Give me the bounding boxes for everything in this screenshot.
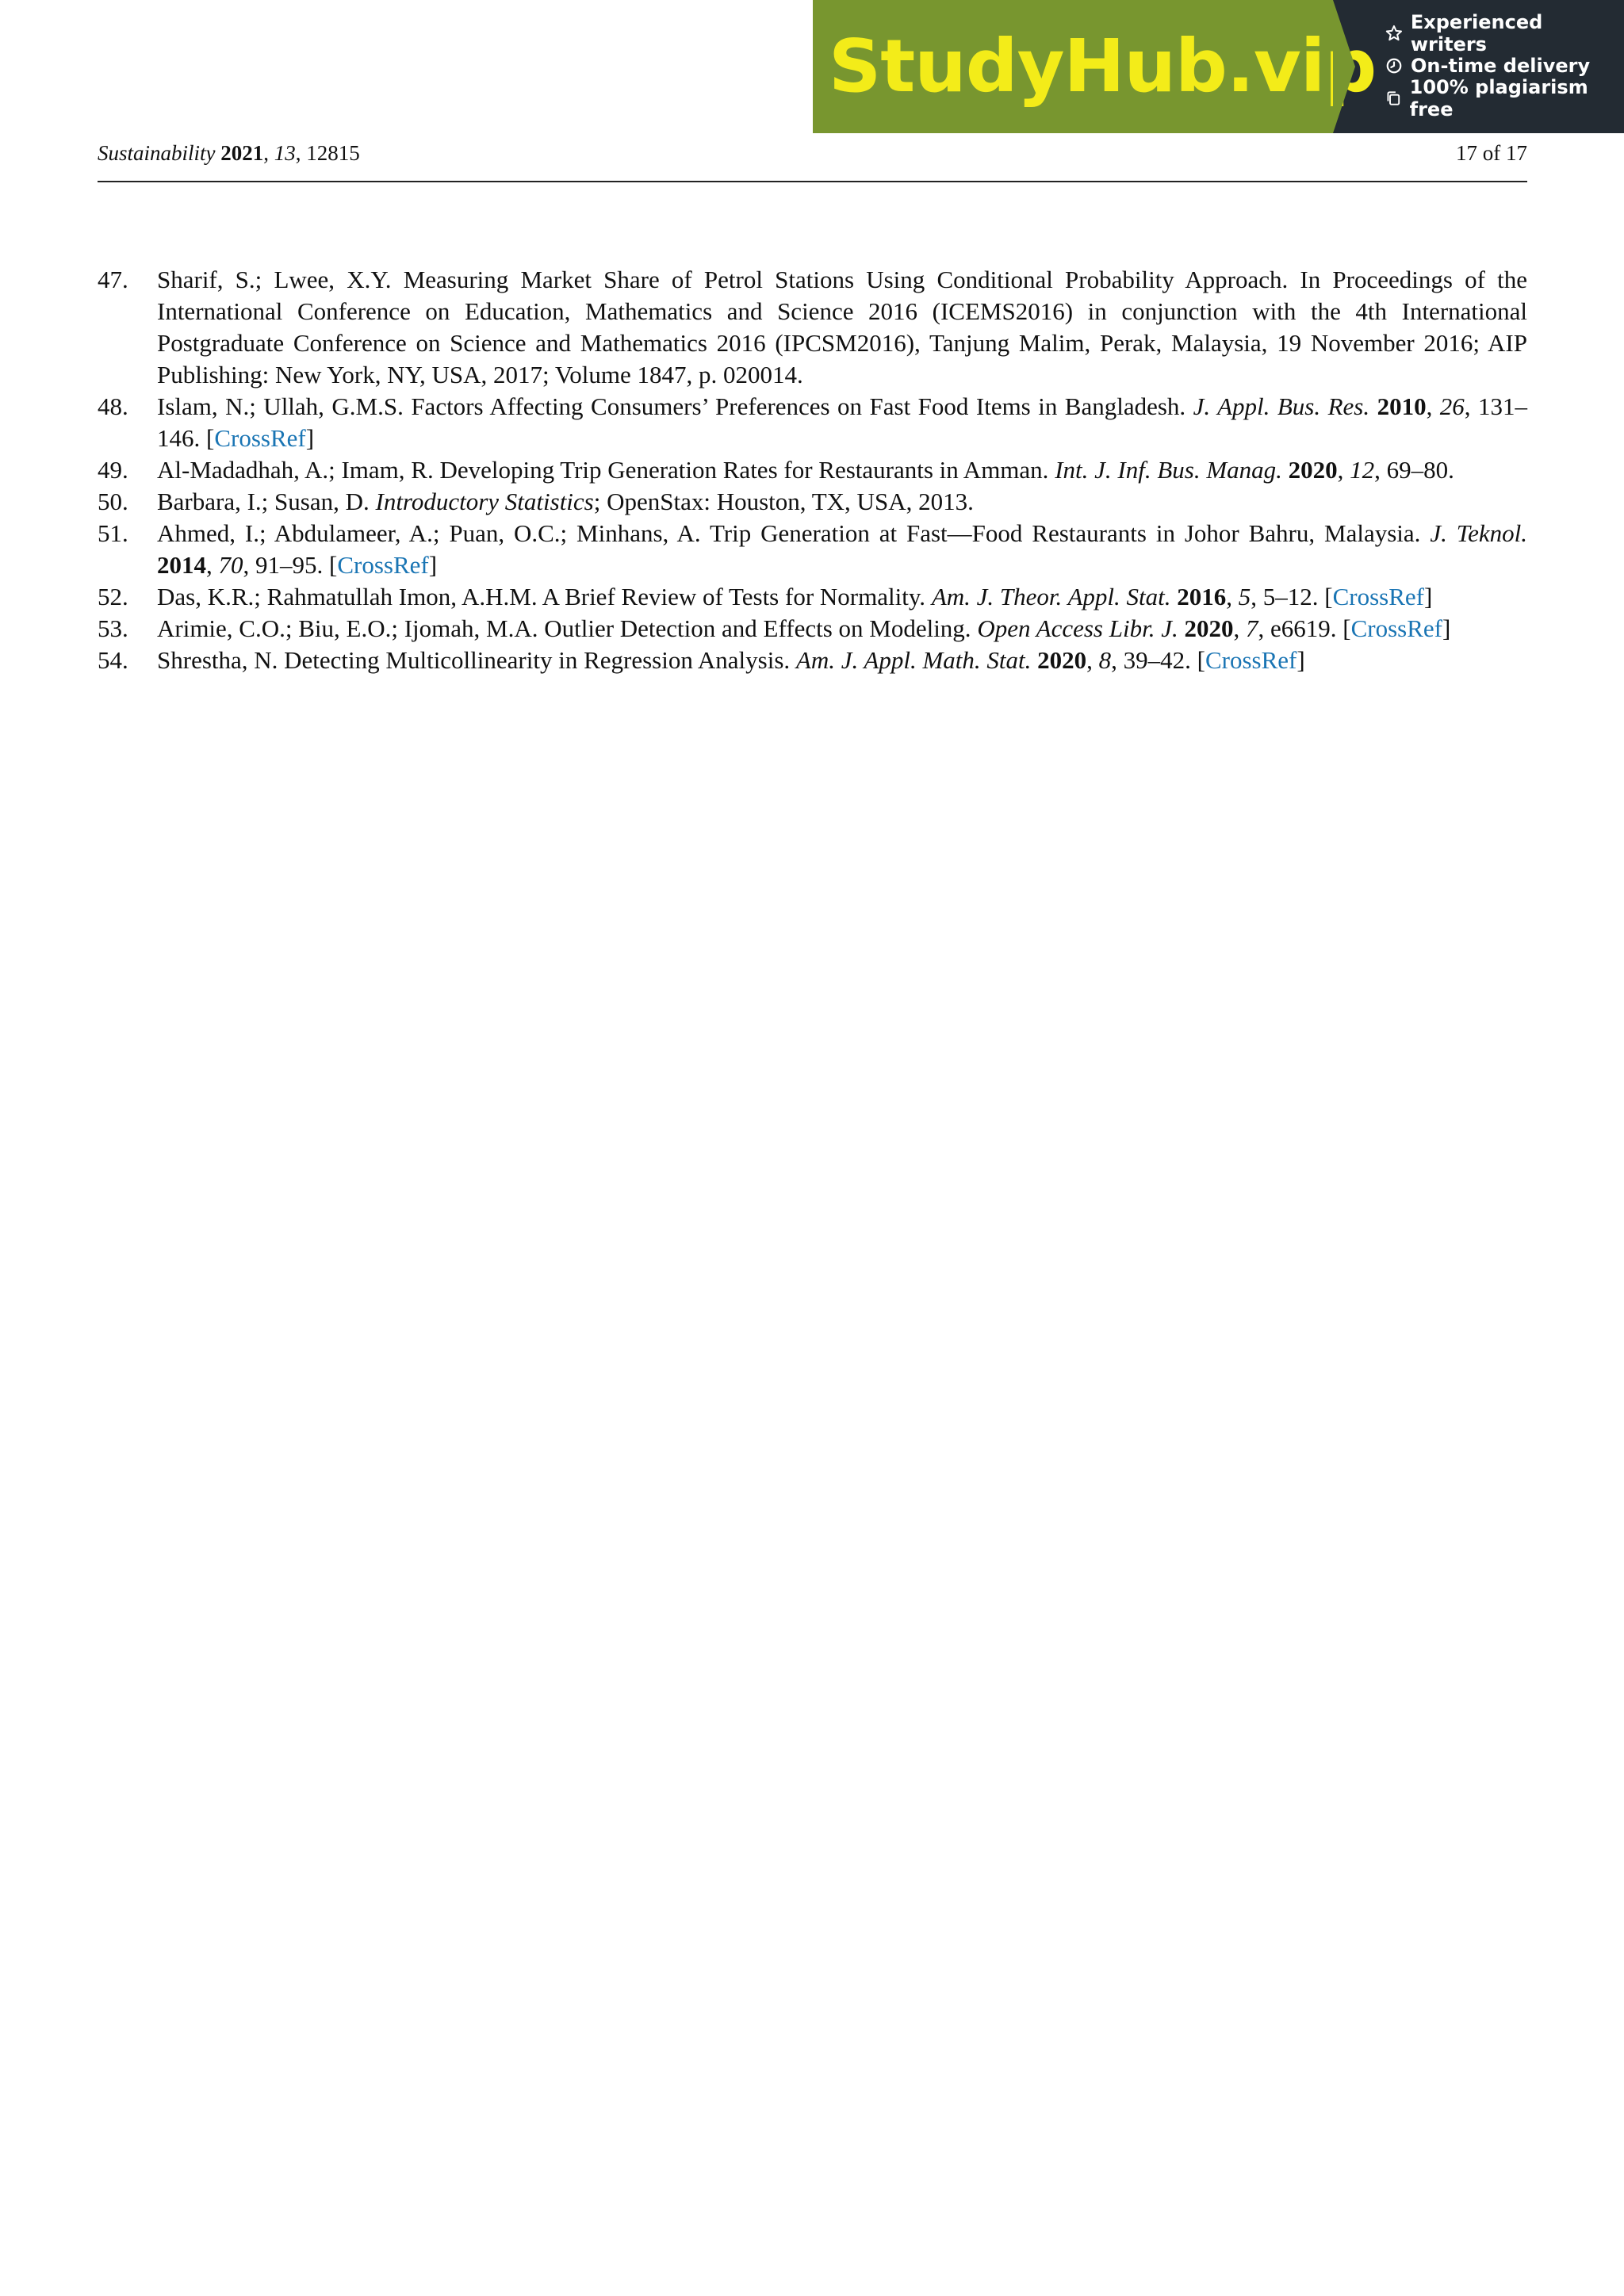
reference-segment: , 69–80. [1374,456,1454,484]
reference-segment: Al-Madadhah, A.; Imam, R. Developing Trip Generation Rates for Restaurants in Amman. [157,456,1055,484]
feature-label: Experienced writers [1410,10,1543,55]
studyhub-banner[interactable] [813,0,1624,133]
publication-year: 2014 [157,551,206,579]
reference-segment: ; OpenStax: Houston, TX, USA, 2013. [593,488,974,515]
reference-segment: ] [1442,614,1451,642]
studyhub-logo[interactable] [813,0,1377,133]
reference-segment: Shrestha, N. Detecting Multicollinearity in Regression Analysis. [157,646,796,674]
journal-title: Am. J. Theor. Appl. Stat. [931,583,1171,610]
reference-list [98,264,1527,676]
reference-item [98,264,1527,391]
reference-text [157,581,1527,613]
reference-number: 53. [98,614,128,642]
publication-year: 2020 [1288,456,1338,484]
reference-text [157,486,1527,518]
feature-on-time-delivery [1385,53,1624,78]
reference-text [157,454,1527,486]
reference-text [157,518,1527,581]
journal-title: 70 [218,551,243,579]
running-header [98,141,1527,182]
reference-segment: Sharif, S.; Lwee, X.Y. Measuring Market Share of Petrol Stations Using Conditional Probability Approach. In Proceedings of the International Conference on Education, Mathematics and Science 2016 (ICEMS2016) in conjunction with the 4th International Postgraduate Conference on Science and Mathematics 2016 (IPCSM2016), Tanjung Malim, Perak, Malaysia, 19 November 2016; AIP Publishing: New York, NY, USA, 2017; Volume 1847, p. 020014. [157,266,1527,388]
article-number: 12815 [306,141,360,165]
journal-title: 7 [1245,614,1258,642]
journal-title: J. Appl. Bus. Res. [1193,392,1370,420]
reference-number: 50. [98,488,128,515]
publication-year: 2016 [1177,583,1227,610]
feature-experienced-writers [1385,10,1624,55]
reference-number: 54. [98,646,128,674]
feature-label: 100% plagiarism free [1409,75,1588,121]
reference-item [98,581,1527,613]
journal-title: J. Teknol. [1430,519,1527,547]
reference-text [157,645,1527,676]
reference-number: 49. [98,456,128,484]
chevron-right-icon [1333,0,1355,133]
reference-segment: ] [1297,646,1305,674]
journal-title: 8 [1098,646,1112,674]
reference-segment: Barbara, I.; Susan, D. [157,488,376,515]
reference-item [98,486,1527,518]
journal-title: Am. J. Appl. Math. Stat. [795,646,1032,674]
feature-label: On-time delivery [1411,54,1591,77]
reference-number: 52. [98,583,128,610]
page-number: 17 of 17 [1456,141,1527,165]
reference-segment: , [1233,614,1246,642]
reference-segment: , [1337,456,1350,484]
crossref-link[interactable]: CrossRef [214,424,306,452]
journal-title: Introductory Statistics [375,488,594,515]
publication-year: 2010 [1377,392,1427,420]
copy-document-icon [1385,90,1402,107]
reference-segment: Islam, N.; Ullah, G.M.S. Factors Affecting Consumers’ Preferences on Fast Food Items in Bangladesh. [157,392,1193,420]
reference-item [98,645,1527,676]
publication-year: 2020 [1184,614,1234,642]
reference-segment: Arimie, C.O.; Biu, E.O.; Ijomah, M.A. Outlier Detection and Effects on Modeling. [157,614,978,642]
clock-icon [1385,57,1403,75]
reference-segment: , 39–42. [ [1111,646,1205,674]
journal-citation: Sustainability 2021, 13, 12815 [98,141,360,165]
reference-segment: , 131–146. [ [157,392,1528,452]
reference-segment: , e6619. [ [1258,614,1351,642]
publication-year: 2020 [1037,646,1087,674]
crossref-link[interactable]: CrossRef [1332,583,1424,610]
journal-year: 2021 [220,141,264,165]
journal-name: Sustainability [98,141,216,165]
journal-title: 26 [1439,392,1465,420]
reference-segment: ] [1423,583,1433,610]
reference-segment [1282,456,1289,484]
crossref-link[interactable]: CrossRef [337,551,429,579]
reference-item [98,613,1527,645]
reference-text [157,391,1527,454]
reference-segment: , [206,551,219,579]
crossref-link[interactable]: CrossRef [1350,614,1442,642]
reference-text [157,264,1527,391]
banner-feature-list [1333,0,1624,133]
reference-number: 48. [98,392,128,420]
reference-segment: , [1226,583,1239,610]
reference-segment: Ahmed, I.; Abdulameer, A.; Puan, O.C.; Minhans, A. Trip Generation at Fast—Food Restaurants in Johor Bahru, Malaysia. [157,519,1431,547]
journal-title: Open Access Libr. J. [977,614,1178,642]
reference-segment: , [1426,392,1440,420]
reference-segment: , [1086,646,1099,674]
reference-item [98,391,1527,454]
reference-text [157,613,1527,645]
journal-title: 12 [1350,456,1375,484]
reference-segment: Das, K.R.; Rahmatullah Imon, A.H.M. A Brief Review of Tests for Normality. [157,583,932,610]
reference-item [98,518,1527,581]
reference-segment: ] [305,424,315,452]
journal-volume: 13 [274,141,296,165]
reference-number: 51. [98,519,128,547]
reference-number: 47. [98,266,128,293]
star-outline-icon [1385,25,1403,42]
journal-title: Int. J. Inf. Bus. Manag. [1055,456,1282,484]
reference-segment [1031,646,1037,674]
reference-segment [1369,392,1377,420]
crossref-link[interactable]: CrossRef [1205,646,1297,674]
journal-title: 5 [1238,583,1251,610]
studyhub-logo-text: StudyHub.vip [829,24,1377,109]
reference-segment: , 5–12. [ [1251,583,1333,610]
reference-segment: , 91–95. [ [243,551,338,579]
reference-segment: ] [428,551,438,579]
feature-plagiarism-free [1385,75,1624,121]
reference-item [98,454,1527,486]
